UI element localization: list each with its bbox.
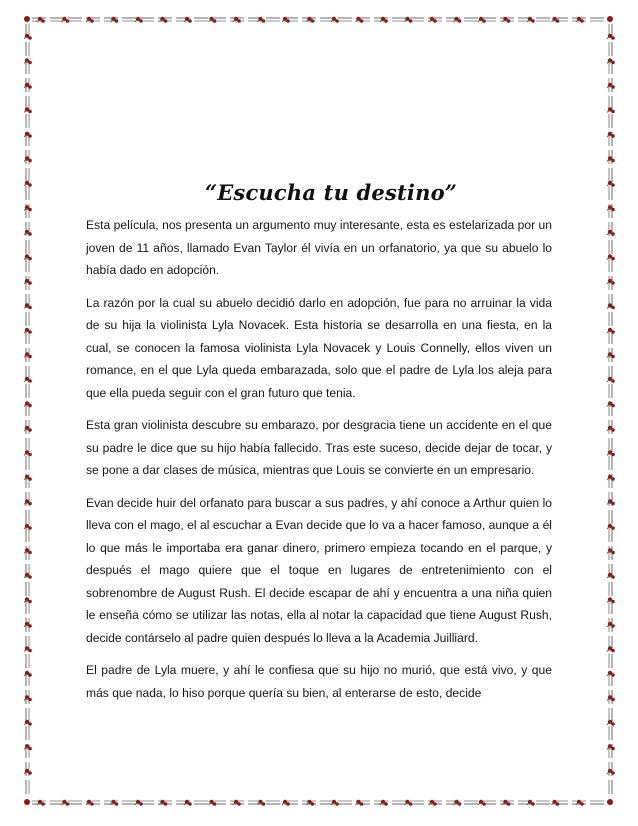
berry-icon — [28, 404, 32, 408]
berry-icon — [286, 802, 290, 806]
berry-icon — [507, 19, 511, 23]
berry-icon — [611, 526, 615, 530]
berry-icon — [384, 802, 388, 806]
berry-icon — [611, 36, 615, 40]
berry-icon — [611, 110, 615, 114]
berry-icon — [611, 624, 615, 628]
berry-icon — [611, 306, 615, 310]
berry-icon — [482, 802, 486, 806]
berry-icon — [28, 453, 32, 457]
berry-icon — [66, 19, 70, 23]
berry-icon — [164, 19, 168, 23]
leaf-icon — [24, 380, 28, 382]
berry-icon — [482, 19, 486, 23]
berry-icon — [28, 600, 32, 604]
berry-icon — [28, 355, 32, 359]
paragraph: Evan decide huir del orfanato para buscar a sus padres, y ahí conoce a Arthur quien lo lleva con el mago, el al escuchar a Evan decide que lo va a hacer famoso, aunque a él lo que más le importaba era ganar dinero, primero empieza tocando en el parque, y después el mago quiere que el toque en lugares de entretenimiento con el sobrenombre de August Rush. El decide escapar de ahí y encuentra a una niña quien le enseña cómo se utilizar las notas, ella al notar la capacidad que tiene August Rush, decide contárselo al padre quien después lo lleva a la Academia Juilliard. — [86, 495, 552, 645]
berry-icon — [115, 19, 119, 23]
berry-icon — [213, 802, 217, 806]
berry-icon — [433, 802, 437, 806]
berry-icon — [28, 477, 32, 481]
berry-icon — [458, 802, 462, 806]
leaf-icon — [607, 111, 611, 113]
berry-icon — [507, 802, 511, 806]
corner-berry-icon — [24, 799, 30, 805]
berry-icon — [28, 110, 32, 114]
berry-icon — [611, 428, 615, 432]
berry-icon — [237, 802, 241, 806]
berry-icon — [28, 281, 32, 285]
berry-icon — [41, 19, 45, 23]
berry-icon — [28, 306, 32, 310]
leaf-icon — [24, 723, 28, 725]
corner-berry-icon — [24, 16, 30, 22]
berry-icon — [611, 183, 615, 187]
leaf-icon — [405, 20, 409, 22]
berry-icon — [611, 61, 615, 65]
berry-icon — [611, 600, 615, 604]
berry-icon — [28, 502, 32, 506]
paragraph: El padre de Lyla muere, y ahí le confiesa que su hijo no murió, que está vivo, y que más que nada, lo hiso porque quería su bien, al enterarse de esto, decide — [86, 663, 552, 700]
berry-icon — [611, 453, 615, 457]
berry-icon — [531, 802, 535, 806]
berry-icon — [335, 802, 339, 806]
berry-icon — [262, 802, 266, 806]
berry-icon — [611, 477, 615, 481]
berry-icon — [237, 19, 241, 23]
berry-icon — [28, 771, 32, 775]
berry-icon — [311, 802, 315, 806]
berry-icon — [28, 159, 32, 163]
berry-icon — [611, 722, 615, 726]
leaf-icon — [552, 803, 556, 805]
berry-icon — [139, 802, 143, 806]
berry-icon — [580, 19, 584, 23]
berry-icon — [360, 19, 364, 23]
berry-icon — [360, 802, 364, 806]
berry-icon — [164, 802, 168, 806]
berry-icon — [66, 802, 70, 806]
berry-icon — [556, 19, 560, 23]
berry-icon — [28, 575, 32, 579]
berry-icon — [115, 802, 119, 806]
paragraph: Esta gran violinista descubre su embarazo, por desgracia tiene un accidente en el que su padre le dice que su hijo había fallecido. Tras este suceso, decide dejar de tocar, y se pone a dar clases de música, mientras que Louis se convierte en un empresario. — [86, 418, 552, 477]
berry-icon — [611, 85, 615, 89]
leaf-icon — [209, 20, 213, 22]
berry-icon — [28, 673, 32, 677]
leaf-icon — [24, 184, 28, 186]
berry-icon — [28, 330, 32, 334]
berry-icon — [286, 19, 290, 23]
berry-icon — [611, 502, 615, 506]
berry-icon — [28, 85, 32, 89]
berry-icon — [384, 19, 388, 23]
leaf-icon — [24, 111, 28, 113]
leaf-icon — [24, 650, 28, 652]
leaf-icon — [405, 803, 409, 805]
berry-icon — [531, 19, 535, 23]
berry-icon — [611, 698, 615, 702]
berry-icon — [611, 355, 615, 359]
corner-berry-icon — [607, 799, 613, 805]
berry-icon — [611, 257, 615, 261]
berry-icon — [28, 428, 32, 432]
berry-icon — [28, 698, 32, 702]
berry-icon — [28, 257, 32, 261]
berry-icon — [611, 649, 615, 653]
berry-icon — [213, 19, 217, 23]
document-title: “Escucha tu destino” — [204, 180, 458, 205]
berry-icon — [311, 19, 315, 23]
berry-icon — [611, 281, 615, 285]
berry-icon — [188, 802, 192, 806]
berry-icon — [28, 747, 32, 751]
berry-icon — [611, 673, 615, 677]
corner-berry-icon — [607, 16, 613, 22]
berry-icon — [28, 208, 32, 212]
document-body — [86, 180, 552, 714]
leaf-icon — [607, 723, 611, 725]
leaf-icon — [478, 803, 482, 805]
berry-icon — [611, 232, 615, 236]
berry-icon — [28, 722, 32, 726]
berry-icon — [28, 551, 32, 555]
berry-icon — [611, 747, 615, 751]
leaf-icon — [478, 20, 482, 22]
berry-icon — [28, 36, 32, 40]
berry-icon — [90, 802, 94, 806]
berry-icon — [611, 330, 615, 334]
berry-icon — [28, 379, 32, 383]
berry-icon — [611, 134, 615, 138]
leaf-icon — [552, 20, 556, 22]
berry-icon — [611, 551, 615, 555]
berry-icon — [188, 19, 192, 23]
berry-icon — [611, 159, 615, 163]
berry-icon — [28, 61, 32, 65]
leaf-icon — [209, 803, 213, 805]
berry-icon — [409, 19, 413, 23]
berry-icon — [90, 19, 94, 23]
berry-icon — [611, 404, 615, 408]
leaf-icon — [607, 454, 611, 456]
berry-icon — [335, 19, 339, 23]
leaf-icon — [24, 37, 28, 39]
berry-icon — [433, 19, 437, 23]
leaf-icon — [607, 650, 611, 652]
berry-icon — [580, 802, 584, 806]
berry-icon — [611, 208, 615, 212]
berry-icon — [611, 379, 615, 383]
berry-icon — [41, 802, 45, 806]
berry-icon — [611, 575, 615, 579]
berry-icon — [28, 183, 32, 187]
leaf-icon — [135, 20, 139, 22]
berry-icon — [262, 19, 266, 23]
leaf-icon — [135, 803, 139, 805]
leaf-icon — [607, 184, 611, 186]
berry-icon — [139, 19, 143, 23]
paragraph: Esta película, nos presenta un argumento muy interesante, esta es estelarizada por un joven de 11 años, llamado Evan Taylor él vivía en un orfanatorio, ya que su abuelo lo había dado en adopción. — [86, 218, 552, 277]
leaf-icon — [24, 454, 28, 456]
berry-icon — [556, 802, 560, 806]
leaf-icon — [607, 37, 611, 39]
berry-icon — [28, 649, 32, 653]
berry-icon — [28, 526, 32, 530]
berry-icon — [458, 19, 462, 23]
berry-icon — [611, 771, 615, 775]
berry-icon — [409, 802, 413, 806]
leaf-icon — [607, 380, 611, 382]
berry-icon — [28, 134, 32, 138]
berry-icon — [28, 624, 32, 628]
paragraph: La razón por la cual su abuelo decidió darlo en adopción, fue para no arruinar la vida de su hija la violinista Lyla Novacek. Esta historia se desarrolla en una fiesta, en la cual, se conocen la famosa violinista Lyla Novacek y Louis Connelly, ellos viven un romance, en el que Lyla queda embarazada, solo que el padre de Lyla los aleja para que ella pueda seguir con el gran futuro que tenia. — [86, 295, 552, 400]
berry-icon — [28, 232, 32, 236]
